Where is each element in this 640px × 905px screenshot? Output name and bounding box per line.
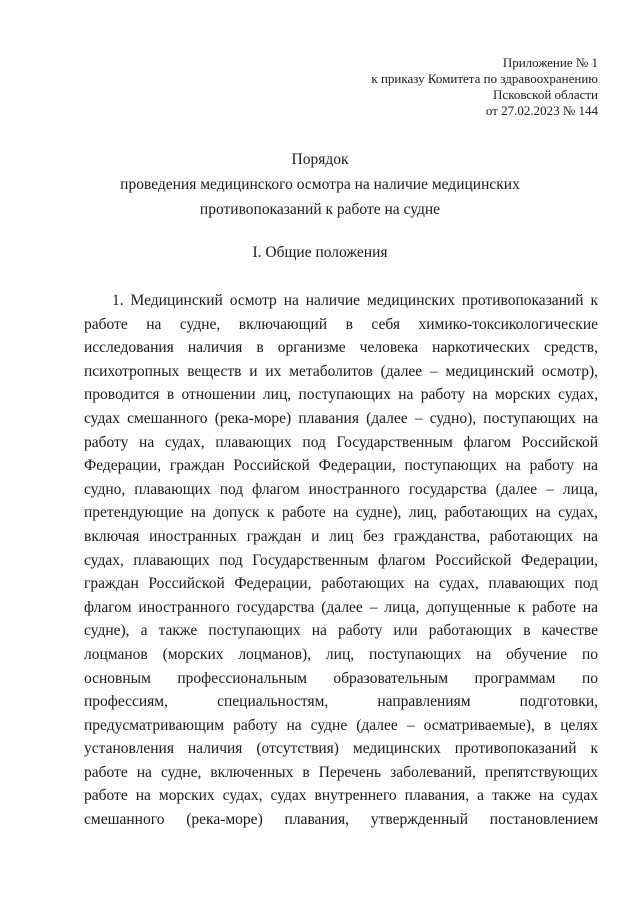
text-line: судне), а также поступающих на работу или работающих в качестве xyxy=(84,622,598,640)
title-line-3: противопоказаний к работе на судне xyxy=(199,201,441,218)
text-line: судах смешанного (река-море) плавания (далее – судно), поступающих на xyxy=(84,409,598,427)
annex-number: Приложение № 1 xyxy=(502,55,598,70)
section-heading: I. Общие положения xyxy=(252,244,388,261)
text-line: предусматривающим работу на судне (далее – осматриваемые), в целях xyxy=(84,716,598,734)
text-line: психотропных веществ и их метаболитов (далее – медицинский осмотр), xyxy=(84,362,598,380)
title-line-2: проведения медицинского осмотра на наличие медицинских xyxy=(120,176,520,193)
text-line: установления наличия (отсутствия) медицинских противопоказаний к xyxy=(84,740,598,758)
text-line: лоцманов (морских лоцманов), лиц, поступающих на обучение по xyxy=(84,645,598,663)
text-line: работе на морских судах, судах внутреннего плавания, а также на судах xyxy=(84,787,598,805)
annex-block xyxy=(371,55,598,119)
annex-order-reference: к приказу Комитета по здравоохранению xyxy=(371,71,598,86)
annex-region: Псковской области xyxy=(493,87,598,102)
text-line: включая иностранных граждан и лиц без гражданства, работающих на xyxy=(84,527,598,545)
text-line: флагом иностранного государства (далее – лица, допущенные к работе на xyxy=(84,598,598,616)
text-line: судах, плавающих под Государственным флагом Российской Федерации, xyxy=(84,551,598,569)
document-title xyxy=(0,147,640,222)
title-line-1: Порядок xyxy=(291,151,349,168)
text-line: 1. Медицинский осмотр на наличие медицинских противопоказаний к xyxy=(112,292,598,309)
text-line: судно, плавающих под флагом иностранного государства (далее – лица, xyxy=(84,480,598,498)
paragraph-1 xyxy=(84,289,598,832)
text-line: работе на судне, включающий в себя химико-токсикологические xyxy=(84,315,598,333)
text-line: Федерации, граждан Российской Федерации, поступающих на работу на xyxy=(84,457,598,475)
text-line: основным профессиональным образовательным программам по xyxy=(84,669,598,687)
text-line: проводится в отношении лиц, поступающих на работу на морских судах, xyxy=(84,386,598,404)
text-line: исследования наличия в организме человека наркотических средств, xyxy=(84,339,598,357)
text-line: работу на судах, плавающих под Государственным флагом Российской xyxy=(84,433,598,451)
text-line: претендующие на допуск к работе на судне), лиц, работающих на судах, xyxy=(84,504,598,522)
text-line: профессиям, специальностям, направлениям подготовки, xyxy=(84,693,598,711)
annex-date-number: от 27.02.2023 № 144 xyxy=(485,103,598,118)
text-line: граждан Российской Федерации, работающих на судах, плавающих под xyxy=(84,575,598,593)
text-line: работе на судне, включенных в Перечень заболеваний, препятствующих xyxy=(84,763,598,781)
text-line: смешанного (река-море) плавания, утвержденный постановлением xyxy=(84,811,598,829)
